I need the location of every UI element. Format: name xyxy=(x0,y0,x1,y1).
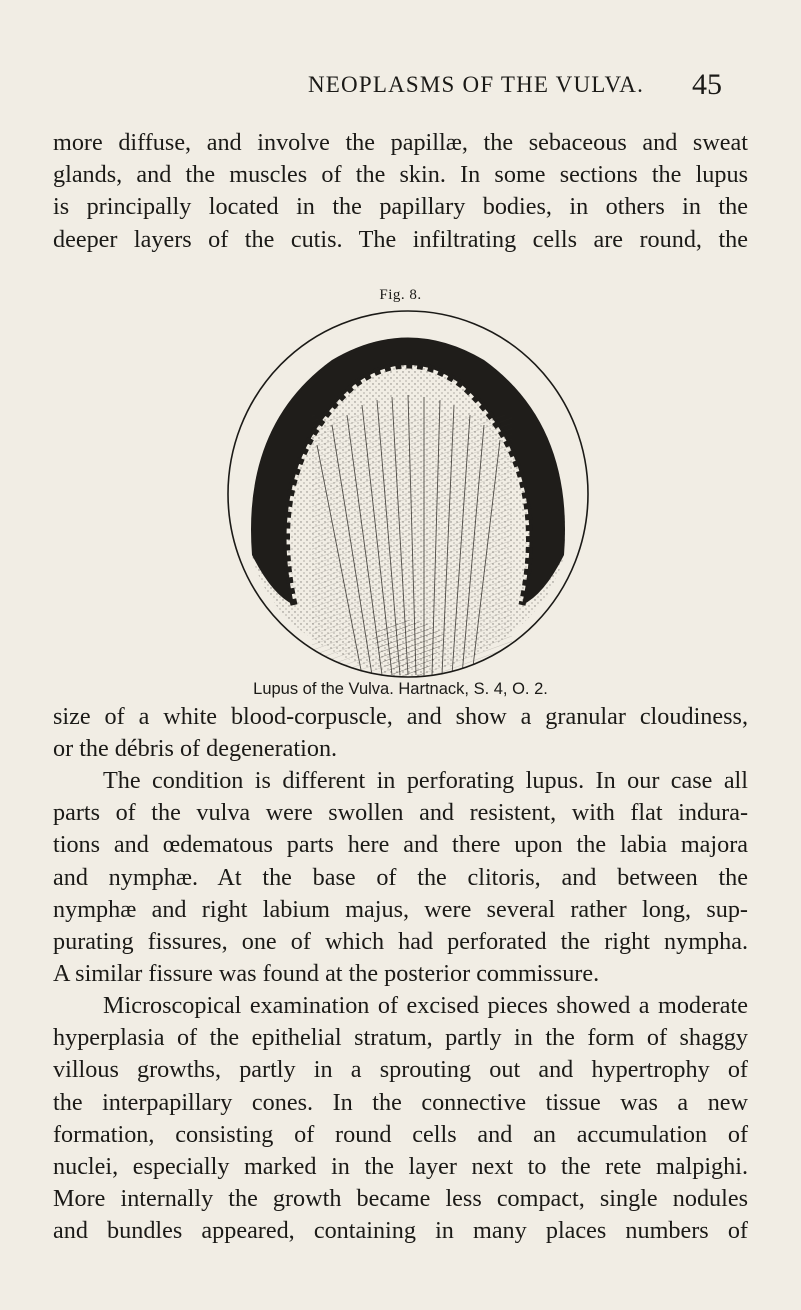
text-line: the interpapillary cones. In the connective tissue was a new xyxy=(53,1088,748,1116)
paragraph-3 xyxy=(53,765,748,990)
figure-label: Fig. 8. xyxy=(379,287,422,303)
text-line: and nymphæ. At the base of the clitoris, and between the xyxy=(53,863,748,891)
page-number: 45 xyxy=(692,68,722,101)
running-head-title: NEOPLASMS OF THE VULVA. xyxy=(308,72,645,97)
text-line: and bundles appeared, containing in many places numbers of xyxy=(53,1217,748,1245)
text-line: villous growths, partly in a sprouting out and hypertrophy of xyxy=(53,1056,748,1084)
text-line: nuclei, especially marked in the layer next to the rete malpighi. xyxy=(53,1153,748,1181)
paragraph-4 xyxy=(53,990,748,1248)
text-line: size of a white blood-corpuscle, and show a granular cloudiness, xyxy=(53,703,748,730)
text-line: parts of the vulva were swollen and resistent, with flat indura- xyxy=(53,799,748,827)
text-line: deeper layers of the cutis. The infiltrating cells are round, the xyxy=(53,225,748,253)
text-line: hyperplasia of the epithelial stratum, partly in the form of shaggy xyxy=(53,1024,748,1052)
text-line: A similar fissure was found at the posterior commissure. xyxy=(53,960,600,988)
text-line: glands, and the muscles of the skin. In some sections the lupus xyxy=(53,161,748,189)
paragraph-2 xyxy=(53,701,748,765)
running-header xyxy=(0,68,801,108)
text-line: or the débris of degeneration. xyxy=(53,735,338,763)
paragraph-1 xyxy=(53,127,748,256)
microscope-field-illustration xyxy=(222,305,594,683)
text-line: tions and œdematous parts here and there upon the labia majora xyxy=(53,831,748,859)
text-line: The condition is different in perforating lupus. In our case all xyxy=(103,767,748,794)
text-line: formation, consisting of round cells and an accumulation of xyxy=(53,1120,748,1148)
text-line: more diffuse, and involve the papillæ, the sebaceous and sweat xyxy=(53,129,748,156)
text-line: is principally located in the papillary bodies, in others in the xyxy=(53,193,748,221)
figure-lupus-illustration xyxy=(222,305,594,683)
text-line: Microscopical examination of excised pieces showed a moderate xyxy=(103,992,748,1019)
text-line: nymphæ and right labium majus, were several rather long, sup- xyxy=(53,895,748,923)
text-line: More internally the growth became less compact, single nodules xyxy=(53,1185,748,1213)
figure-caption: Lupus of the Vulva. Hartnack, S. 4, O. 2. xyxy=(253,680,548,698)
text-line: purating fissures, one of which had perforated the right nympha. xyxy=(53,928,748,956)
